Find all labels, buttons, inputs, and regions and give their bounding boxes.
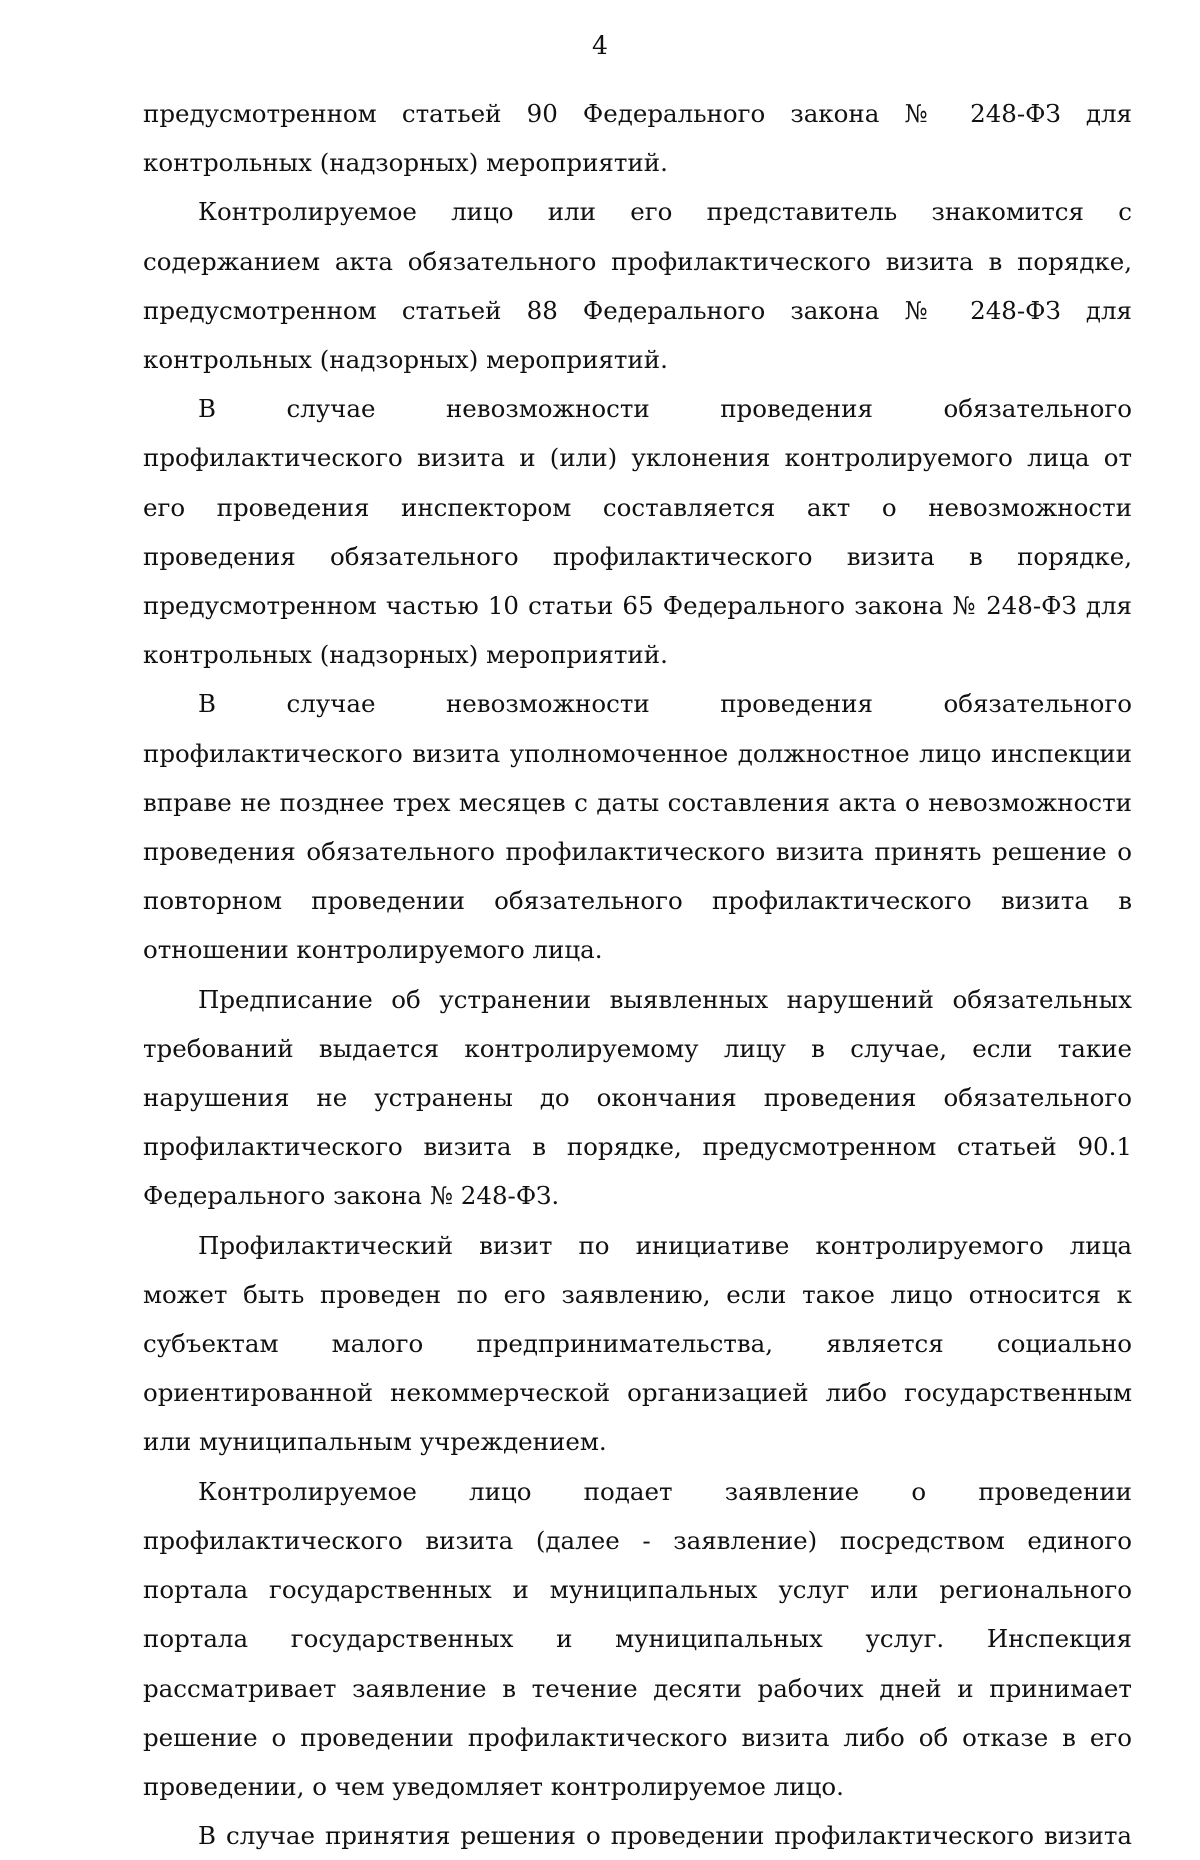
paragraph-prescription: Предписание об устранении выявленных нарушений обязательных требований выдается контролируемому лицу в случае, если такие нарушения не устранены до окончания проведения обязательного профилактического визита в порядке, предусмотренном статьей 90.1 Федерального закона № 248-ФЗ. (143, 984, 1132, 1211)
paragraph-continuation: предусмотренном статьей 90 Федерального закона № 248-ФЗ для контрольных (надзорных) мероприятий. (143, 99, 1132, 178)
paragraph-impossibility-act: В случае невозможности проведения обязательного профилактического визита и (или) уклонения контролируемого лица от его проведения инспектором составляется акт о невозможности проведения обязательного профилактического визита в порядке, предусмотренном частью 10 статьи 65 Федерального закона № 248-ФЗ для контрольных (надзорных) мероприятий. (143, 394, 1132, 670)
paragraph-repeat-visit: В случае невозможности проведения обязательного профилактического визита уполномоченное должностное лицо инспекции вправе не позднее трех месяцев с даты составления акта о невозможности проведения обязательного профилактического визита принять решение о повторном проведении обязательного профилактического визита в отношении контролируемого лица. (143, 689, 1132, 965)
paragraph-application: Контролируемое лицо подает заявление о проведении профилактического визита (далее - заявление) посредством единого портала государственных и муниципальных услуг или регионального портала государственных и муниципальных услуг. Инспекция рассматривает заявление в течение десяти рабочих дней и принимает решение о проведении профилактического визита либо об отказе в его проведении, о чем уведомляет контролируемое лицо. (143, 1476, 1132, 1801)
document-body (143, 89, 1132, 1860)
paragraph-decision: В случае принятия решения о проведении профилактического визита (198, 1821, 1132, 1851)
page-number: 4 (592, 31, 608, 60)
paragraph-initiative-visit: Профилактический визит по инициативе контролируемого лица может быть проведен по его заявлению, если такое лицо относится к субъектам малого предпринимательства, является социально ориентированной некоммерческой организацией либо государственным или муниципальным учреждением. (143, 1230, 1132, 1457)
paragraph-act-familiarization: Контролируемое лицо или его представитель знакомится с содержанием акта обязательного профилактического визита в порядке, предусмотренном статьей 88 Федерального закона № 248-ФЗ для контрольных (надзорных) мероприятий. (143, 197, 1132, 375)
